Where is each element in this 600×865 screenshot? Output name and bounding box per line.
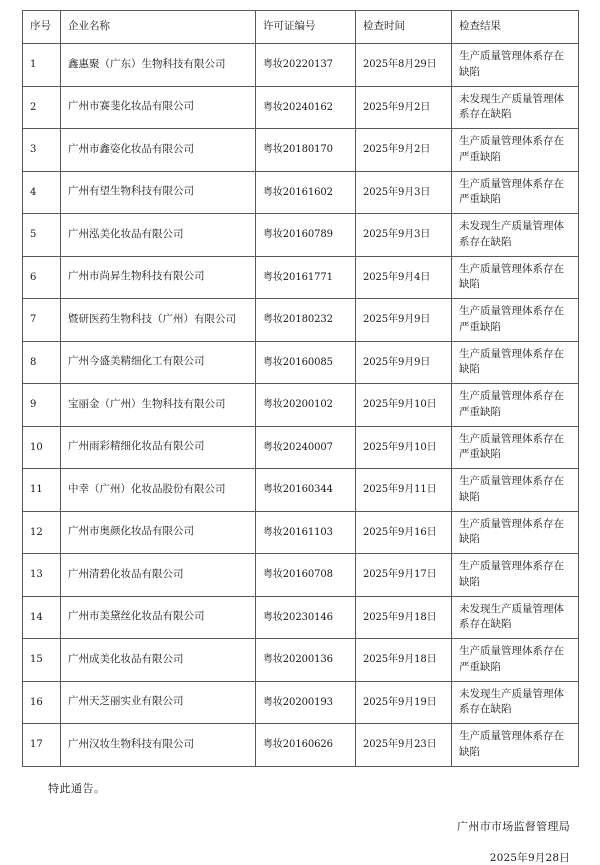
cell-date: 2025年9月18日 xyxy=(356,596,452,639)
column-header-seq: 序号 xyxy=(23,11,61,44)
cell-seq: 5 xyxy=(23,214,61,257)
table-row xyxy=(23,256,579,299)
cell-date: 2025年9月18日 xyxy=(356,639,452,682)
cell-seq: 8 xyxy=(23,341,61,384)
cell-company: 广州市鑫姿化妆品有限公司 xyxy=(61,129,256,172)
cell-date: 2025年9月2日 xyxy=(356,129,452,172)
cell-company: 宝丽金（广州）生物科技有限公司 xyxy=(61,384,256,427)
cell-seq: 11 xyxy=(23,469,61,512)
cell-license: 粤妆20161103 xyxy=(256,511,356,554)
table-row xyxy=(23,171,579,214)
cell-company: 广州成美化妆品有限公司 xyxy=(61,639,256,682)
cell-seq: 9 xyxy=(23,384,61,427)
cell-seq: 10 xyxy=(23,426,61,469)
cell-seq: 3 xyxy=(23,129,61,172)
cell-result: 生产质量管理体系存在缺陷 xyxy=(452,511,579,554)
cell-result: 生产质量管理体系存在缺陷 xyxy=(452,724,579,767)
cell-license: 粤妆20160085 xyxy=(256,341,356,384)
cell-seq: 14 xyxy=(23,596,61,639)
cell-date: 2025年9月2日 xyxy=(356,86,452,129)
table-row xyxy=(23,554,579,597)
cell-license: 粤妆20160789 xyxy=(256,214,356,257)
cell-company: 广州市尚昇生物科技有限公司 xyxy=(61,256,256,299)
table-row xyxy=(23,511,579,554)
cell-license: 粤妆20180170 xyxy=(256,129,356,172)
table-row xyxy=(23,214,579,257)
table-row xyxy=(23,469,579,512)
cell-result: 生产质量管理体系存在严重缺陷 xyxy=(452,639,579,682)
cell-license: 粤妆20161602 xyxy=(256,171,356,214)
cell-date: 2025年9月10日 xyxy=(356,384,452,427)
cell-result: 生产质量管理体系存在严重缺陷 xyxy=(452,171,579,214)
cell-date: 2025年9月3日 xyxy=(356,214,452,257)
cell-result: 生产质量管理体系存在严重缺陷 xyxy=(452,129,579,172)
cell-license: 粤妆20200193 xyxy=(256,681,356,724)
cell-license: 粤妆20230146 xyxy=(256,596,356,639)
cell-license: 粤妆20160626 xyxy=(256,724,356,767)
issuing-authority: 广州市市场监督管理局 xyxy=(457,819,570,833)
cell-date: 2025年9月9日 xyxy=(356,299,452,342)
cell-date: 2025年9月17日 xyxy=(356,554,452,597)
cell-license: 粤妆20240007 xyxy=(256,426,356,469)
cell-company: 广州市赛斐化妆品有限公司 xyxy=(61,86,256,129)
issue-date: 2025年9月28日 xyxy=(489,851,570,864)
column-header-company: 企业名称 xyxy=(61,11,256,44)
cell-date: 2025年9月9日 xyxy=(356,341,452,384)
cell-seq: 1 xyxy=(23,44,61,87)
cell-company: 广州汉妆生物科技有限公司 xyxy=(61,724,256,767)
cell-seq: 12 xyxy=(23,511,61,554)
cell-company: 广州泓美化妆品有限公司 xyxy=(61,214,256,257)
cell-date: 2025年9月10日 xyxy=(356,426,452,469)
cell-date: 2025年8月29日 xyxy=(356,44,452,87)
cell-seq: 2 xyxy=(23,86,61,129)
cell-date: 2025年9月16日 xyxy=(356,511,452,554)
cell-company: 暨研医药生物科技（广州）有限公司 xyxy=(61,299,256,342)
cell-company: 广州今盛美精细化工有限公司 xyxy=(61,341,256,384)
table-row xyxy=(23,44,579,87)
cell-result: 生产质量管理体系存在缺陷 xyxy=(452,44,579,87)
cell-company: 广州雨彩精细化妆品有限公司 xyxy=(61,426,256,469)
cell-date: 2025年9月23日 xyxy=(356,724,452,767)
table-row xyxy=(23,639,579,682)
cell-result: 生产质量管理体系存在缺陷 xyxy=(452,341,579,384)
cell-seq: 7 xyxy=(23,299,61,342)
cell-result: 生产质量管理体系存在严重缺陷 xyxy=(452,426,579,469)
cell-license: 粤妆20180232 xyxy=(256,299,356,342)
table-header-row xyxy=(23,11,579,44)
cell-result: 生产质量管理体系存在严重缺陷 xyxy=(452,384,579,427)
table-row xyxy=(23,384,579,427)
cell-result: 未发现生产质量管理体系存在缺陷 xyxy=(452,596,579,639)
cell-result: 生产质量管理体系存在缺陷 xyxy=(452,469,579,512)
cell-result: 未发现生产质量管理体系存在缺陷 xyxy=(452,214,579,257)
cell-license: 粤妆20160708 xyxy=(256,554,356,597)
table-row xyxy=(23,341,579,384)
cell-company: 中幸（广州）化妆品股份有限公司 xyxy=(61,469,256,512)
cell-result: 生产质量管理体系存在缺陷 xyxy=(452,256,579,299)
cell-company: 广州清碧化妆品有限公司 xyxy=(61,554,256,597)
table-row xyxy=(23,596,579,639)
cell-company: 广州有望生物科技有限公司 xyxy=(61,171,256,214)
table-row xyxy=(23,681,579,724)
cell-license: 粤妆20161771 xyxy=(256,256,356,299)
cell-company: 广州市奥颜化妆品有限公司 xyxy=(61,511,256,554)
table-row xyxy=(23,724,579,767)
cell-result: 未发现生产质量管理体系存在缺陷 xyxy=(452,86,579,129)
table-row xyxy=(23,129,579,172)
table-row xyxy=(23,299,579,342)
column-header-date: 检查时间 xyxy=(356,11,452,44)
table-header xyxy=(23,11,579,44)
closing-note: 特此通告。 xyxy=(48,781,106,795)
cell-result: 生产质量管理体系存在缺陷 xyxy=(452,554,579,597)
cell-date: 2025年9月3日 xyxy=(356,171,452,214)
cell-date: 2025年9月19日 xyxy=(356,681,452,724)
cell-date: 2025年9月11日 xyxy=(356,469,452,512)
cell-company: 广州天芝丽实业有限公司 xyxy=(61,681,256,724)
cell-date: 2025年9月4日 xyxy=(356,256,452,299)
cell-seq: 6 xyxy=(23,256,61,299)
column-header-license: 许可证编号 xyxy=(256,11,356,44)
cell-result: 未发现生产质量管理体系存在缺陷 xyxy=(452,681,579,724)
inspection-results-table xyxy=(22,10,579,767)
cell-license: 粤妆20200102 xyxy=(256,384,356,427)
column-header-result: 检查结果 xyxy=(452,11,579,44)
cell-license: 粤妆20220137 xyxy=(256,44,356,87)
cell-company: 鑫惠聚（广东）生物科技有限公司 xyxy=(61,44,256,87)
cell-seq: 13 xyxy=(23,554,61,597)
cell-license: 粤妆20160344 xyxy=(256,469,356,512)
cell-seq: 16 xyxy=(23,681,61,724)
cell-result: 生产质量管理体系存在严重缺陷 xyxy=(452,299,579,342)
cell-seq: 4 xyxy=(23,171,61,214)
cell-seq: 15 xyxy=(23,639,61,682)
cell-seq: 17 xyxy=(23,724,61,767)
table-body xyxy=(23,44,579,767)
table-row xyxy=(23,86,579,129)
table-row xyxy=(23,426,579,469)
cell-company: 广州市美黛丝化妆品有限公司 xyxy=(61,596,256,639)
cell-license: 粤妆20200136 xyxy=(256,639,356,682)
cell-license: 粤妆20240162 xyxy=(256,86,356,129)
